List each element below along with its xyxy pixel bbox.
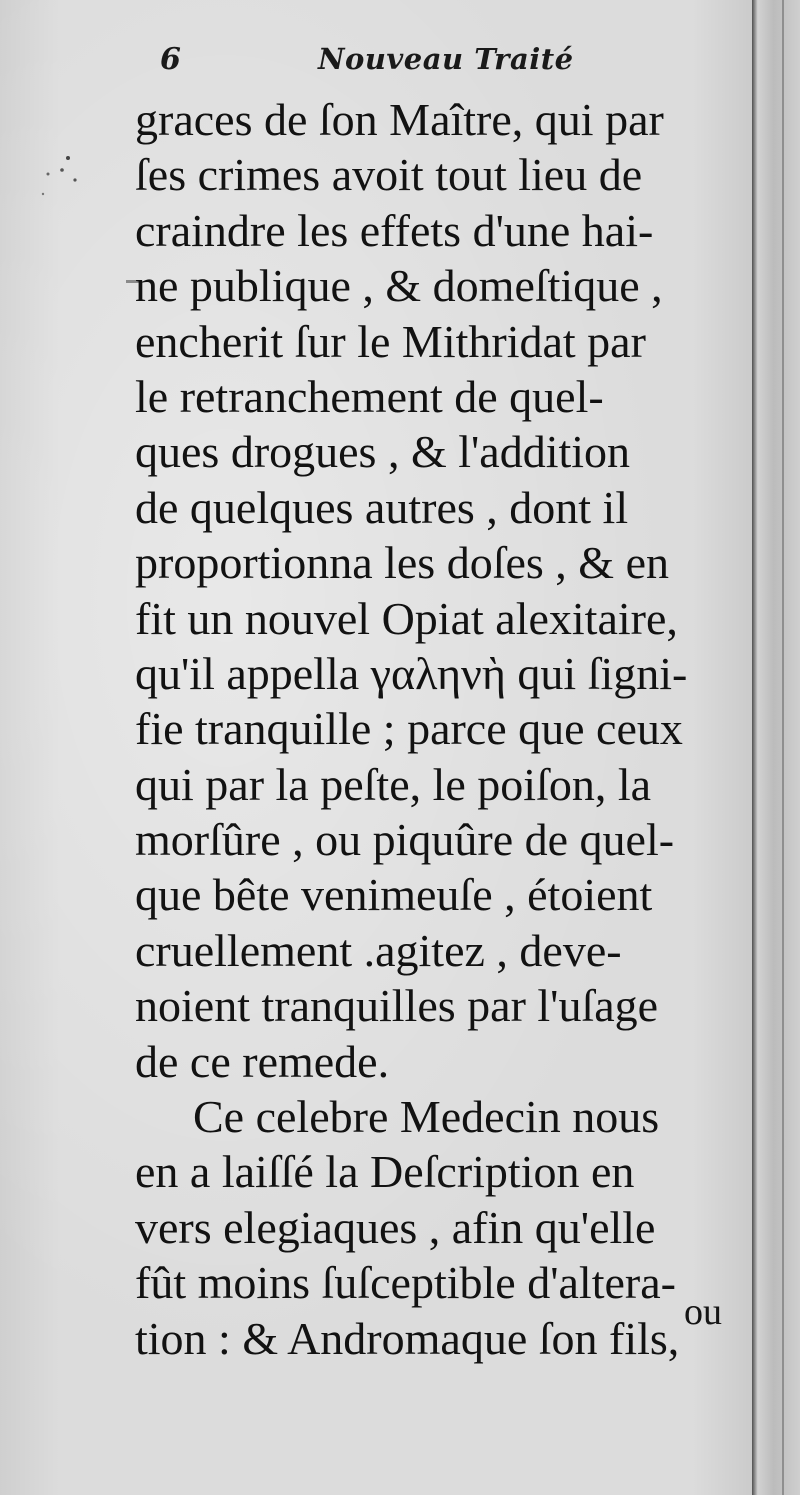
text-line: fie tranquille ; parce que ceux — [135, 703, 683, 755]
ink-speck-mark — [40, 150, 95, 210]
text-line: fit un nouvel Opiat alexitaire, — [135, 592, 678, 644]
text-line: proportionna les doſes , & en — [135, 537, 670, 589]
body-text — [135, 92, 745, 1366]
catchword-container — [0, 1290, 722, 1334]
text-line: ſes crimes avoit tout lieu de — [135, 149, 643, 201]
text-line: le retranchement de quel- — [135, 370, 604, 422]
text-line: graces de ſon Maître, qui par — [135, 94, 664, 145]
text-line: encherit ſur le Mithridat par — [135, 315, 646, 367]
text-line: noient tranquilles par l'uſage — [135, 980, 659, 1032]
page-edge-line — [782, 0, 784, 1495]
text-line: morſûre , ou piquûre de quel- — [135, 814, 675, 866]
text-line: de ce remede. — [135, 1035, 390, 1087]
text-line: craindre les effets d'une hai- — [135, 204, 654, 256]
running-title: Nouveau Traité — [318, 42, 574, 76]
text-line: ne publique , & domeſtique , — [135, 260, 663, 312]
text-line: qui par la peſte, le poiſon, la — [135, 758, 652, 810]
paragraph-start-line: Ce celebre Medecin nous — [193, 1091, 660, 1143]
page-number: 6 — [160, 42, 181, 77]
text-line: tion : & Andromaque ſon fils, — [135, 1312, 680, 1364]
text-line: en a laiſſé la Deſcription en — [135, 1146, 635, 1198]
text-line: cruellement .agitez , deve- — [135, 924, 622, 976]
catchword: ou — [684, 1291, 722, 1333]
page-edge — [752, 0, 800, 1495]
text-line: ques drogues , & l'addition — [135, 426, 631, 478]
text-line: de quelques autres , dont il — [135, 481, 629, 533]
page-header — [160, 42, 590, 92]
text-line: fût moins ſuſceptible d'altera- — [135, 1257, 676, 1309]
text-line: que bête venimeuſe , étoient — [135, 869, 653, 921]
text-line: qu'il appella γαληνὴ qui ſigni- — [135, 647, 688, 699]
text-line: vers elegiaques , afin qu'elle — [135, 1201, 656, 1253]
